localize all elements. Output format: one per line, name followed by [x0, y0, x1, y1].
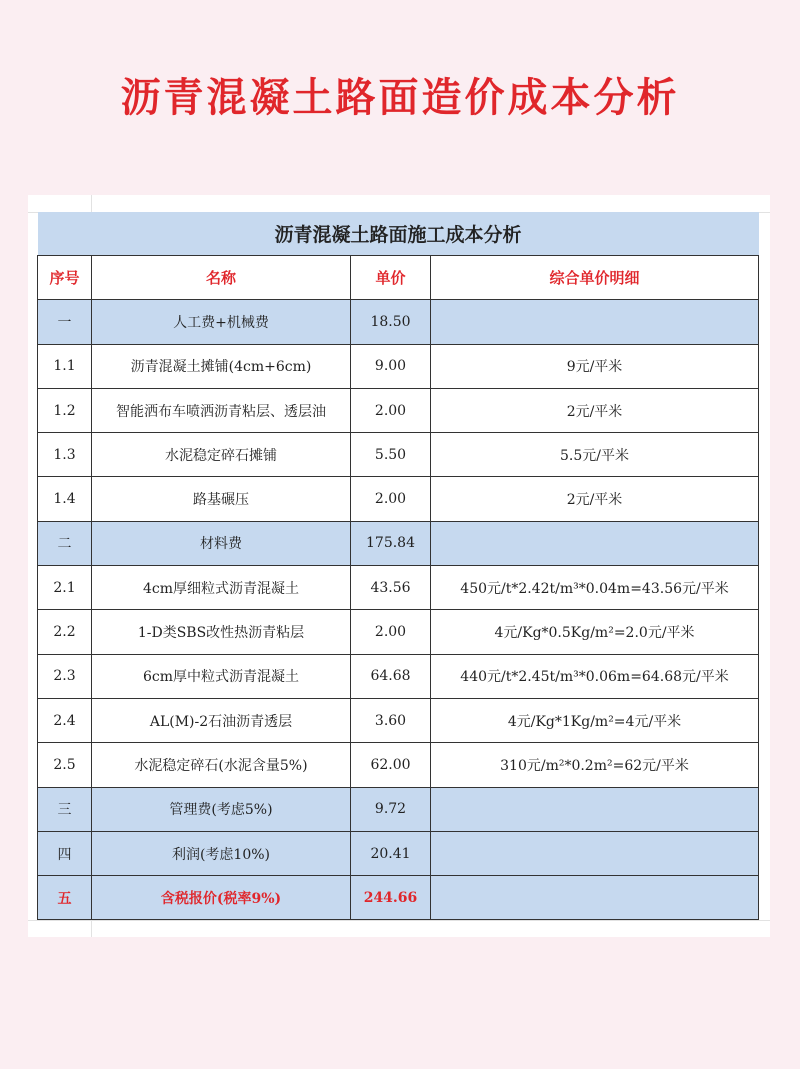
row-index: 2.5 [38, 743, 92, 787]
table-row [38, 654, 759, 698]
row-price: 20.41 [351, 831, 431, 875]
row-name: 含税报价(税率9%) [92, 876, 351, 920]
row-name: 智能洒布车喷洒沥青粘层、透层油 [92, 388, 351, 432]
table-caption: 沥青混凝土路面施工成本分析 [38, 212, 759, 256]
table-row [38, 610, 759, 654]
table-row [38, 698, 759, 742]
row-detail: 2元/平米 [431, 388, 759, 432]
row-index: 2.3 [38, 654, 92, 698]
row-index: 一 [38, 300, 92, 344]
table-row [38, 477, 759, 521]
row-index: 1.4 [38, 477, 92, 521]
table-row [38, 344, 759, 388]
row-price: 244.66 [351, 876, 431, 920]
row-detail [431, 831, 759, 875]
row-detail: 310元/m²*0.2m²=62元/平米 [431, 743, 759, 787]
row-index: 五 [38, 876, 92, 920]
header-index: 序号 [38, 256, 92, 300]
row-detail: 440元/t*2.45t/m³*0.06m=64.68元/平米 [431, 654, 759, 698]
row-name: 水泥稳定碎石(水泥含量5%) [92, 743, 351, 787]
table-row [38, 433, 759, 477]
row-index: 三 [38, 787, 92, 831]
row-index: 2.1 [38, 566, 92, 610]
row-index: 四 [38, 831, 92, 875]
row-price: 2.00 [351, 610, 431, 654]
row-detail [431, 876, 759, 920]
row-index: 二 [38, 521, 92, 565]
header-price: 单价 [351, 256, 431, 300]
page-title: 沥青混凝土路面造价成本分析 [120, 74, 680, 121]
table-row [38, 876, 759, 920]
table-row [38, 743, 759, 787]
row-detail: 450元/t*2.42t/m³*0.04m=43.56元/平米 [431, 566, 759, 610]
row-detail: 4元/Kg*1Kg/m²=4元/平米 [431, 698, 759, 742]
row-detail [431, 787, 759, 831]
row-price: 9.00 [351, 344, 431, 388]
table-row [38, 521, 759, 565]
row-name: 材料费 [92, 521, 351, 565]
row-index: 1.1 [38, 344, 92, 388]
row-price: 175.84 [351, 521, 431, 565]
row-price: 18.50 [351, 300, 431, 344]
row-index: 1.3 [38, 433, 92, 477]
row-detail: 4元/Kg*0.5Kg/m²=2.0元/平米 [431, 610, 759, 654]
row-name: 4cm厚细粒式沥青混凝土 [92, 566, 351, 610]
row-name: 人工费+机械费 [92, 300, 351, 344]
row-index: 2.4 [38, 698, 92, 742]
table-row [38, 566, 759, 610]
header-name: 名称 [92, 256, 351, 300]
row-price: 2.00 [351, 477, 431, 521]
row-name: 管理费(考虑5%) [92, 787, 351, 831]
table-row [38, 300, 759, 344]
row-price: 62.00 [351, 743, 431, 787]
row-detail [431, 300, 759, 344]
row-price: 9.72 [351, 787, 431, 831]
row-price: 64.68 [351, 654, 431, 698]
row-name: AL(M)-2石油沥青透层 [92, 698, 351, 742]
header-detail: 综合单价明细 [431, 256, 759, 300]
row-index: 2.2 [38, 610, 92, 654]
table-row [38, 831, 759, 875]
row-detail: 9元/平米 [431, 344, 759, 388]
row-price: 43.56 [351, 566, 431, 610]
row-name: 1-D类SBS改性热沥青粘层 [92, 610, 351, 654]
row-name: 沥青混凝土摊铺(4cm+6cm) [92, 344, 351, 388]
row-detail [431, 521, 759, 565]
row-name: 水泥稳定碎石摊铺 [92, 433, 351, 477]
table-row [38, 388, 759, 432]
row-detail: 5.5元/平米 [431, 433, 759, 477]
table-row [38, 787, 759, 831]
row-price: 2.00 [351, 388, 431, 432]
row-detail: 2元/平米 [431, 477, 759, 521]
row-name: 利润(考虑10%) [92, 831, 351, 875]
row-name: 路基碾压 [92, 477, 351, 521]
row-name: 6cm厚中粒式沥青混凝土 [92, 654, 351, 698]
row-price: 5.50 [351, 433, 431, 477]
cost-table [37, 212, 759, 920]
row-index: 1.2 [38, 388, 92, 432]
row-price: 3.60 [351, 698, 431, 742]
